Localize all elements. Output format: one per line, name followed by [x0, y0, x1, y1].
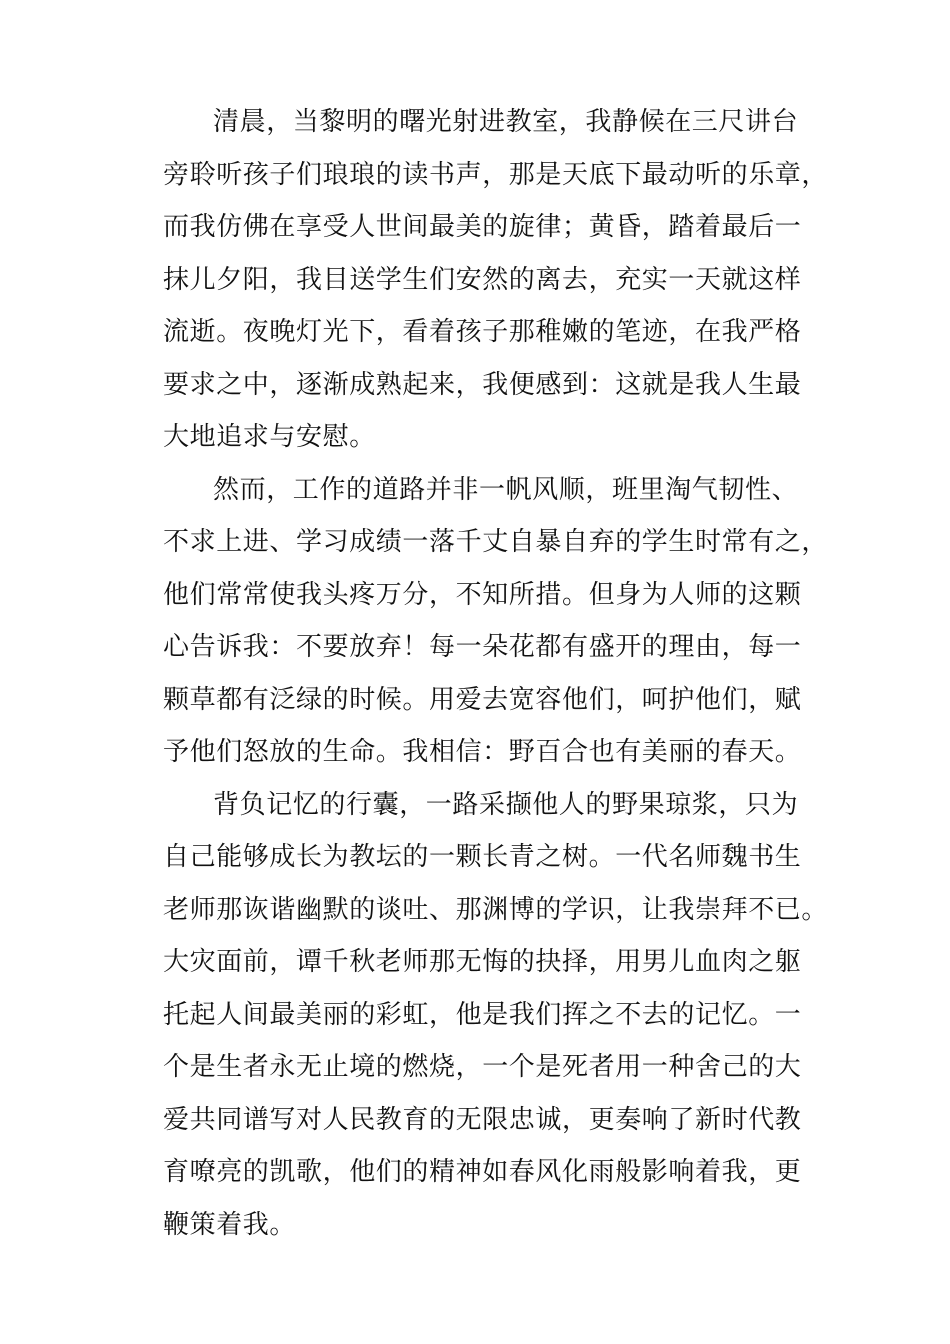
text-line: 不求上进、学习成绩一落千丈自暴自弃的学生时常有之，	[163, 527, 829, 557]
text-line: 抹儿夕阳，我目送学生们安然的离去，充实一天就这样	[163, 264, 802, 295]
text-line: 托起人间最美丽的彩虹，他是我们挥之不去的记忆。一	[163, 999, 802, 1030]
text-line: 鞭策着我。	[163, 1209, 297, 1240]
text-line: 老师那诙谐幽默的谈吐、那渊博的学识，让我崇拜不已。	[163, 894, 829, 925]
text-line: 流逝。夜晚灯光下，看着孩子那稚嫩的笔迹，在我严格	[163, 317, 802, 347]
text-line: 大地追求与安慰。	[163, 422, 376, 452]
text-line: 要求之中，逐渐成熟起来，我便感到：这就是我人生最	[163, 369, 802, 400]
body-text	[163, 107, 829, 1264]
text-line: 清晨，当黎明的曙光射进教室，我静候在三尺讲台	[213, 107, 799, 137]
text-line: 育嘹亮的凯歌，他们的精神如春风化雨般影响着我，更	[163, 1157, 802, 1187]
text-line: 个是生者永无止境的燃烧，一个是死者用一种舍己的大	[163, 1052, 802, 1082]
text-line: 他们常常使我头疼万分，不知所措。但身为人师的这颗	[163, 579, 802, 610]
text-line: 予他们怒放的生命。我相信：野百合也有美丽的春天。	[163, 737, 802, 767]
text-line: 颗草都有泛绿的时候。用爱去宽容他们，呵护他们，赋	[163, 684, 802, 715]
text-line: 背负记忆的行囊，一路采撷他人的野果琼浆，只为	[213, 789, 799, 820]
text-line: 旁聆听孩子们琅琅的读书声，那是天底下最动听的乐章，	[163, 159, 829, 190]
text-line: 爱共同谱写对人民教育的无限忠诚，更奏响了新时代教	[163, 1104, 802, 1135]
text-line: 心告诉我：不要放弃！每一朵花都有盛开的理由，每一	[163, 632, 802, 662]
text-line: 然而，工作的道路并非一帆风顺，班里淘气韧性、	[213, 474, 799, 505]
text-line: 而我仿佛在享受人世间最美的旋律；黄昏，踏着最后一	[163, 212, 802, 242]
text-line: 大灾面前，谭千秋老师那无悔的抉择，用男儿血肉之躯	[163, 947, 802, 977]
text-line: 自己能够成长为教坛的一颗长青之树。一代名师魏书生	[163, 842, 802, 872]
